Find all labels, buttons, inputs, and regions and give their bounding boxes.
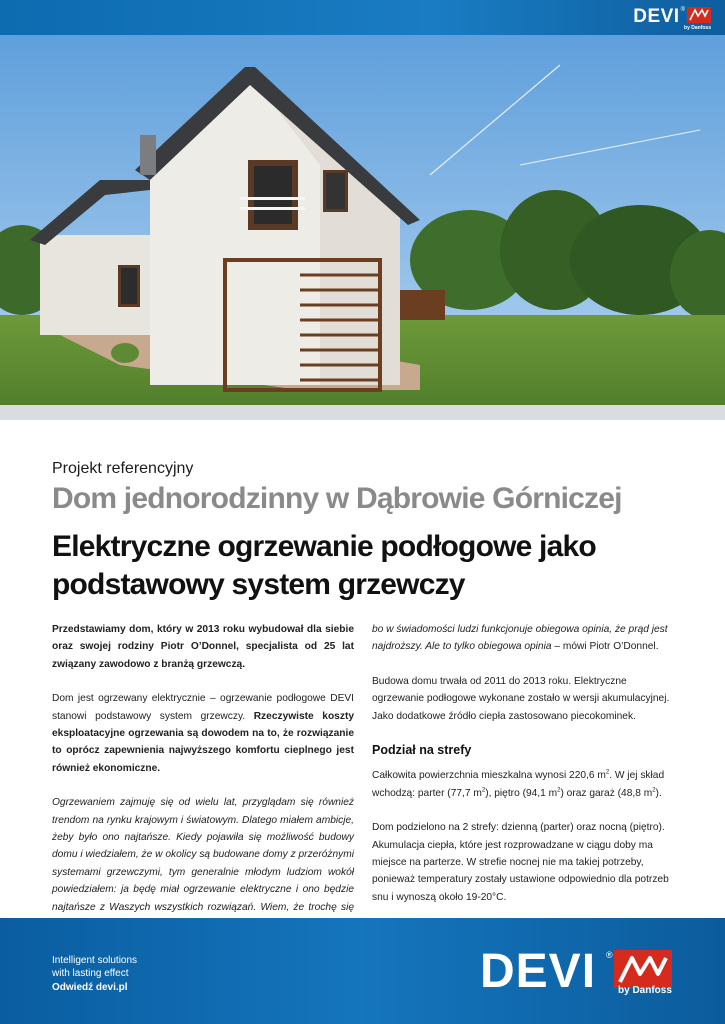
area-paragraph	[372, 767, 674, 802]
logo-by-danfoss: by Danfoss	[684, 25, 711, 31]
logo-text: DEVI	[633, 6, 680, 27]
logo-registered: ®	[680, 7, 685, 13]
footer-tagline	[52, 954, 137, 980]
tagline-line-1: Intelligent solutions	[52, 955, 138, 966]
construction-paragraph: Budowa domu trwała od 2011 do 2013 roku. Elektryczne ogrzewanie podłogowe wykonane zostało w wersji akumulacyjnej. Jako dodatkowe źródło ciepła zastosowano piecokominek.	[372, 675, 670, 722]
area-text-b: . W jej skład wchodzą: parter (77,7 m	[372, 770, 665, 799]
paragraph-electric-heating	[52, 690, 354, 777]
website-link[interactable]: Odwiedź devi.pl	[52, 982, 128, 993]
intro-paragraph: Przedstawiamy dom, który w 2013 roku wybudował dla siebie oraz swojej rodziny Piotr O’Donnel, specjalista od 25 lat związany zawodowo z branżą grzewczą.	[52, 624, 354, 670]
paragraph-bold-text: Rzeczywiste koszty eksploatacyjne ogrzewania są dowodem na to, że rozwiązanie to oprócz zapewnienia najwyższego komfortu cieplnego jest również ekonomiczne.	[52, 710, 355, 774]
quote-continuation	[372, 621, 674, 656]
house-photo	[0, 35, 725, 420]
section-heading: Podział na strefy	[372, 743, 472, 758]
devi-wave-icon	[614, 950, 672, 988]
footer	[0, 918, 725, 1024]
subtitle-line-1: Elektryczne ogrzewanie podłogowe jako	[52, 530, 596, 563]
right-column	[372, 621, 674, 923]
area-text-e: ).	[655, 787, 662, 799]
top-bar	[0, 0, 725, 35]
devi-wave-icon	[687, 7, 711, 23]
page-title: Dom jednorodzinny w Dąbrowie Górniczej	[52, 482, 622, 515]
quote-paragraph: Ogrzewaniem zajmuję się od wielu lat, przyglądam się również trendom na rynku krajowym i światowym. Dlatego miałem ambicje, żeby było ono najtańsze. Kiedy pojawiła się możliwość budowy domu i wiedziałem, że w okolicy są budowane domy z przeróżnymi systemami grzewczymi, tym generalnie młodym ludziom wokół powiedziałem: ja będę miał ogrzewanie elektryczne i ono będzie najtańsze z Waszych wszystkich rozwiązań. Wiem, że trochę się	[52, 797, 354, 913]
logo-registered: ®	[606, 950, 613, 960]
superscript: 2	[481, 787, 486, 794]
devi-logo-small[interactable]	[633, 6, 711, 31]
superscript: 2	[605, 770, 610, 777]
kicker-text: Projekt referencyjny	[52, 460, 194, 477]
area-text-c: ), piętro (94,1 m	[485, 787, 558, 799]
page-subtitle	[52, 528, 672, 604]
logo-text: DEVI	[480, 945, 597, 998]
devi-logo-large[interactable]	[480, 945, 680, 1008]
quote-attribution: – mówi Piotr O’Donnel.	[551, 641, 659, 653]
left-column	[52, 621, 354, 951]
quote-italic-text: bo w świadomości ludzi funkcjonuje obiegowa opinia, że prąd jest najdroższy. Ale to tylko obiegowa opinia	[372, 624, 668, 653]
area-text-d: ) oraz garaż (48,8 m	[560, 787, 653, 799]
subtitle-line-2: podstawowy system grzewczy	[52, 568, 465, 601]
superscript: 2	[557, 787, 561, 794]
zones-paragraph: Dom podzielono na 2 strefy: dzienną (parter) oraz nocną (piętro). Akumulacja ciepła, które jest rozprowadzane w ciągu doby ma miejsce na parterze. W strefie nocnej nie ma takiej potrzeby, ponieważ temperatury zostały ustawione odpowiednio dla potrzeb snu i wynoszą około 19-20°C.	[372, 822, 669, 903]
superscript: 2	[652, 787, 656, 794]
paragraph-text: Dom jest ogrzewany elektrycznie – ogrzewanie podłogowe DEVI stanowi podstawowy system grzewczy.	[52, 693, 354, 722]
area-text-a: Całkowita powierzchnia mieszkalna wynosi 220,6 m	[372, 770, 606, 782]
logo-by-danfoss: by Danfoss	[618, 985, 672, 996]
tagline-line-2: with lasting effect	[52, 968, 129, 979]
